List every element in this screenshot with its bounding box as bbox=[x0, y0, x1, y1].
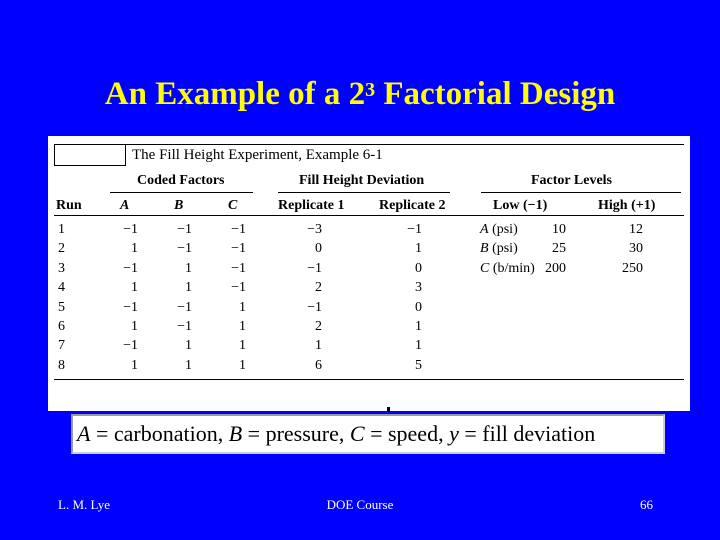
group-rule-fill bbox=[278, 192, 450, 193]
cell-rep1: −1 bbox=[307, 260, 322, 276]
cell-b: 1 bbox=[185, 260, 192, 276]
caption-a-def: = carbonation, bbox=[90, 421, 229, 446]
table-image-panel bbox=[48, 136, 690, 411]
cell-run: 1 bbox=[58, 222, 65, 237]
caption-b-def: = pressure, bbox=[242, 421, 350, 446]
factor-level-var: B bbox=[480, 241, 489, 257]
footer-course: DOE Course bbox=[326, 497, 394, 512]
cell-run: 3 bbox=[58, 260, 65, 276]
header-replicate-1: Replicate 1 bbox=[278, 198, 345, 213]
header-c: C bbox=[228, 198, 238, 213]
group-header-coded: Coded Factors bbox=[137, 173, 225, 188]
footer-author: L. M. Lye bbox=[58, 497, 110, 512]
cell-a: −1 bbox=[123, 260, 138, 276]
cell-run: 6 bbox=[58, 319, 65, 334]
table-top-rule bbox=[54, 144, 684, 145]
slide-title-main: An Example of a 2 bbox=[104, 76, 366, 112]
cell-rep2: 1 bbox=[415, 338, 422, 354]
cell-c: 1 bbox=[239, 319, 246, 334]
footer-page-number: 66 bbox=[640, 497, 653, 512]
cell-c: −1 bbox=[231, 222, 246, 237]
cell-rep2: 5 bbox=[415, 357, 422, 373]
caption-y: y bbox=[449, 421, 459, 446]
factor-level-unit: (b/min) bbox=[489, 260, 535, 276]
slide-title bbox=[0, 74, 720, 114]
factor-level-high: 30 bbox=[629, 241, 643, 257]
cell-b: −1 bbox=[177, 241, 192, 257]
cell-c: 1 bbox=[239, 299, 246, 315]
cell-b: 1 bbox=[185, 280, 192, 296]
cell-c: −1 bbox=[231, 241, 246, 257]
cell-rep1: −3 bbox=[307, 222, 322, 237]
caption-c-def: = speed, bbox=[364, 421, 450, 446]
factor-level-var: A bbox=[480, 222, 489, 237]
table-title: The Fill Height Experiment, Example 6-1 bbox=[132, 147, 383, 163]
cell-rep2: 1 bbox=[415, 319, 422, 334]
cell-b: −1 bbox=[177, 319, 192, 334]
group-rule-levels bbox=[481, 192, 681, 193]
cell-a: 1 bbox=[131, 241, 138, 257]
header-b: B bbox=[174, 198, 184, 213]
factor-level-high: 250 bbox=[622, 260, 643, 276]
cell-rep2: 0 bbox=[415, 260, 422, 276]
group-rule-coded bbox=[110, 192, 253, 193]
cell-run: 4 bbox=[58, 280, 65, 296]
header-run: Run bbox=[56, 198, 82, 213]
header-replicate-2: Replicate 2 bbox=[379, 198, 446, 213]
header-high: High (+1) bbox=[598, 198, 656, 213]
cell-rep1: −1 bbox=[307, 299, 322, 315]
group-header-fill: Fill Height Deviation bbox=[299, 173, 425, 188]
factor-level-high: 12 bbox=[629, 222, 643, 237]
cell-c: −1 bbox=[231, 260, 246, 276]
cell-run: 8 bbox=[58, 357, 65, 373]
stray-mark bbox=[387, 407, 390, 411]
cell-a: 1 bbox=[131, 319, 138, 334]
header-low: Low (−1) bbox=[493, 198, 548, 213]
cell-c: 1 bbox=[239, 338, 246, 354]
caption-b: B bbox=[228, 421, 243, 446]
factor-level-var: C bbox=[480, 260, 490, 276]
cell-a: −1 bbox=[123, 222, 138, 237]
factor-level-low: 25 bbox=[552, 241, 566, 257]
cell-rep2: 3 bbox=[415, 280, 422, 296]
cell-b: −1 bbox=[177, 299, 192, 315]
factor-level-unit: (psi) bbox=[488, 222, 518, 237]
cell-rep1: 1 bbox=[315, 338, 322, 354]
table-corner-box-edge bbox=[125, 144, 126, 166]
caption-c: C bbox=[349, 421, 365, 446]
cell-rep1: 0 bbox=[315, 241, 322, 257]
factor-level-label bbox=[480, 241, 518, 257]
cell-rep1: 2 bbox=[315, 280, 322, 296]
factor-level-label bbox=[480, 222, 518, 238]
cell-run: 5 bbox=[58, 299, 65, 315]
group-header-levels: Factor Levels bbox=[531, 173, 612, 188]
factor-level-unit: (psi) bbox=[488, 241, 518, 257]
factor-level-low: 200 bbox=[545, 260, 566, 276]
cell-c: 1 bbox=[239, 357, 246, 373]
cell-a: −1 bbox=[123, 338, 138, 354]
cell-run: 2 bbox=[58, 241, 65, 257]
bottom-rule bbox=[54, 379, 684, 380]
slide-title-end: Factorial Design bbox=[375, 76, 616, 112]
factor-level-label bbox=[480, 261, 535, 277]
cell-b: 1 bbox=[185, 338, 192, 354]
cell-rep2: 0 bbox=[415, 299, 422, 315]
cell-rep2: −1 bbox=[407, 222, 422, 237]
cell-b: 1 bbox=[185, 357, 192, 373]
cell-rep1: 2 bbox=[315, 319, 322, 334]
table-corner-box bbox=[54, 144, 125, 166]
cell-a: 1 bbox=[131, 280, 138, 296]
cell-rep2: 1 bbox=[415, 241, 422, 257]
header-rule bbox=[54, 215, 684, 216]
cell-run: 7 bbox=[58, 338, 65, 354]
slide-title-superscript: 3 bbox=[365, 79, 376, 101]
legend-caption bbox=[71, 414, 665, 454]
factor-level-low: 10 bbox=[552, 222, 566, 237]
header-a: A bbox=[120, 198, 130, 213]
caption-a: A bbox=[77, 421, 91, 446]
cell-a: −1 bbox=[123, 299, 138, 315]
caption-y-def: = fill deviation bbox=[458, 421, 596, 446]
cell-b: −1 bbox=[177, 222, 192, 237]
cell-a: 1 bbox=[131, 357, 138, 373]
cell-rep1: 6 bbox=[315, 357, 322, 373]
cell-c: −1 bbox=[231, 280, 246, 296]
